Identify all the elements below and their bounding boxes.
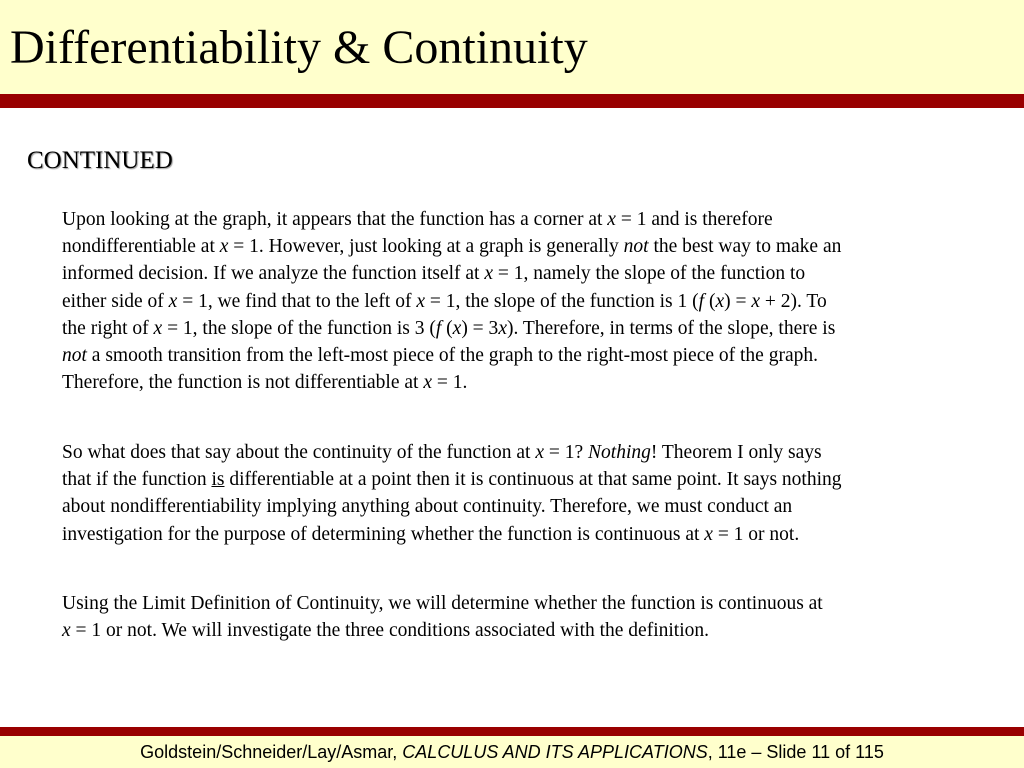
text-line: either side of x = 1, we find that to the left of x = 1, the slope of the function is 1 (f (x) = x + 2). To — [62, 290, 827, 312]
title-divider — [0, 94, 1024, 108]
section-heading: CONTINUED — [27, 147, 173, 174]
text-line: nondifferentiable at x = 1. However, just looking at a graph is generally not the best way to make an — [62, 236, 842, 258]
text-line: about nondifferentiability implying anything about continuity. Therefore, we must conduct an — [62, 496, 793, 518]
text-line: informed decision. If we analyze the function itself at x = 1, namely the slope of the function to — [62, 263, 806, 285]
text-line: the right of x = 1, the slope of the function is 3 (f (x) = 3x). Therefore, in terms of the slope, there is — [62, 317, 836, 339]
text-line: Therefore, the function is not differentiable at x = 1. — [62, 372, 468, 394]
footer-book-title: CALCULUS AND ITS APPLICATIONS — [402, 742, 708, 762]
footer-divider — [0, 727, 1024, 736]
text-line: that if the function is differentiable at a point then it is continuous at that same point. It says nothing — [62, 469, 842, 491]
text-line: So what does that say about the continuity of the function at x = 1? Nothing! Theorem I only says — [62, 442, 822, 463]
text-line: Using the Limit Definition of Continuity, we will determine whether the function is continuous at — [62, 593, 823, 614]
paragraph-continuity-question — [62, 439, 992, 548]
footer-slide-number: , 11e – Slide 11 of 115 — [707, 742, 884, 762]
slide-title: Differentiability & Continuity — [10, 21, 588, 74]
paragraph-slope-analysis — [62, 206, 992, 396]
text-line: investigation for the purpose of determining whether the function is continuous at x = 1 or not. — [62, 523, 800, 545]
text-line: not a smooth transition from the left-most piece of the graph to the right-most piece of the graph. — [62, 345, 818, 367]
footer-authors: Goldstein/Schneider/Lay/Asmar, — [140, 742, 403, 762]
text-line: x = 1 or not. We will investigate the three conditions associated with the definition. — [62, 620, 710, 642]
text-line: Upon looking at the graph, it appears that the function has a corner at x = 1 and is therefore — [62, 209, 773, 230]
paragraph-limit-definition — [62, 590, 992, 644]
slide-footer — [0, 740, 1024, 764]
